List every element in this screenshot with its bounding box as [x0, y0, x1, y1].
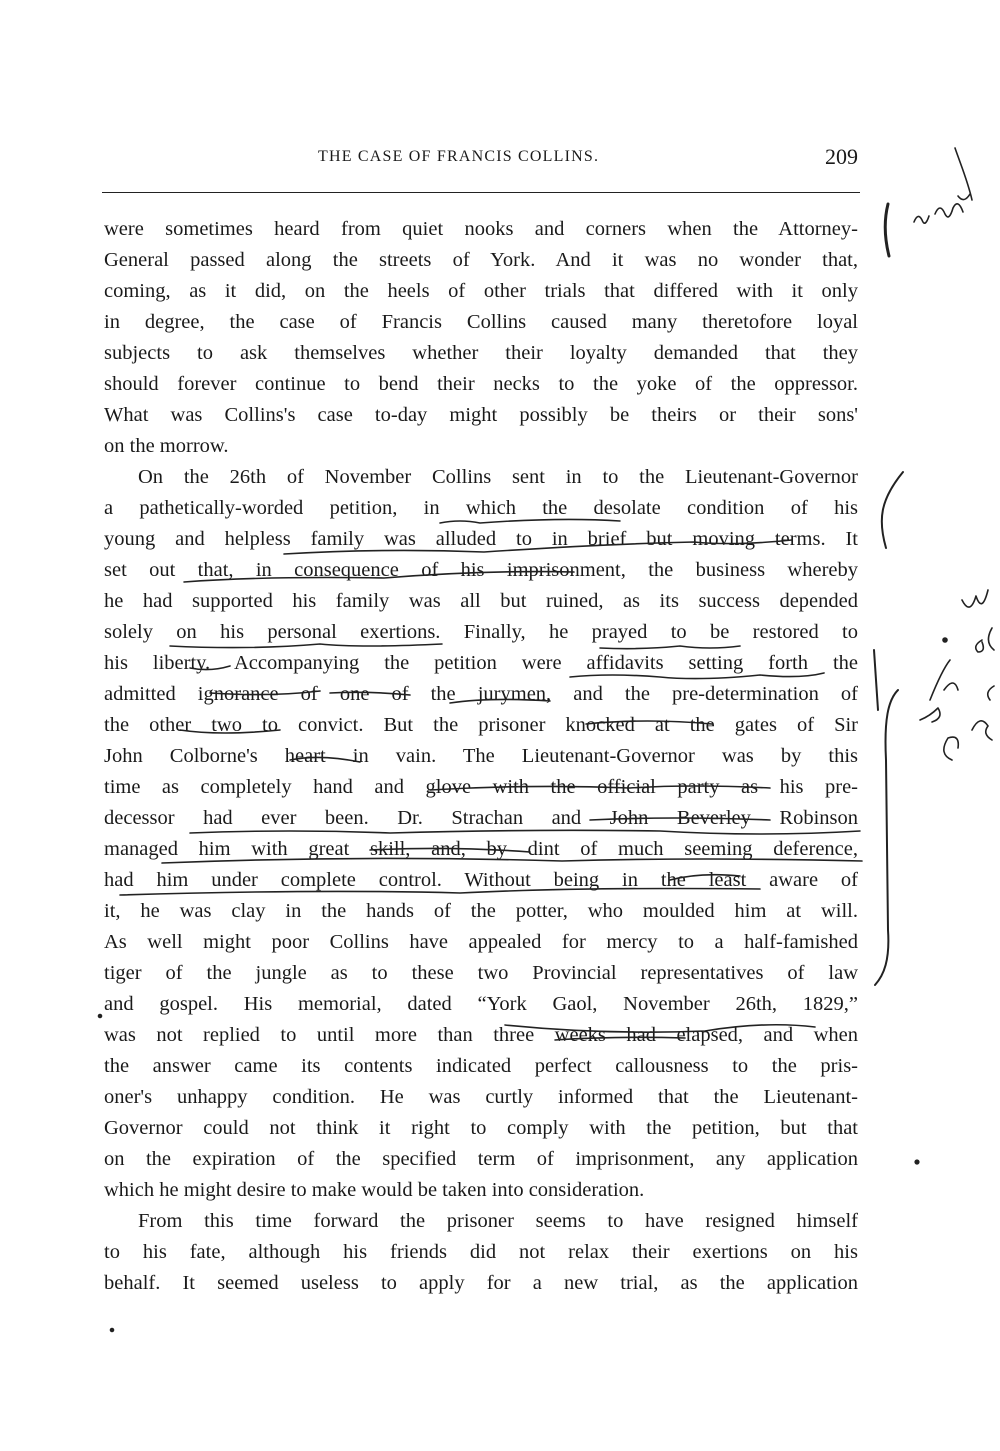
- text-line: should forever continue to bend their necks to the yoke of the oppressor.: [104, 373, 858, 395]
- header-rule: [102, 192, 860, 193]
- text-line: As well might poor Collins have appealed for mercy to a half-famished: [104, 931, 858, 953]
- text-line: solely on his personal exertions. Finally, he prayed to be restored to: [104, 621, 858, 643]
- body-text: [104, 214, 858, 1299]
- text-line: time as completely hand and glove with the official party as his pre-: [104, 776, 858, 798]
- text-line: had him under complete control. Without being in the least aware of: [104, 869, 858, 891]
- text-line: on the expiration of the specified term of imprisonment, any application: [104, 1148, 858, 1170]
- text-line: Governor could not think it right to comply with the petition, but that: [104, 1117, 858, 1139]
- page-number: 209: [825, 144, 858, 169]
- text-line: in degree, the case of Francis Collins caused many theretofore loyal: [104, 311, 858, 333]
- paragraph-3: [104, 1206, 858, 1299]
- text-line: was not replied to until more than three weeks had elapsed, and when: [104, 1024, 858, 1046]
- text-line: a pathetically-worded petition, in which the desolate condition of his: [104, 497, 858, 519]
- margin-dot: [943, 638, 947, 642]
- text-line: behalf. It seemed useless to apply for a new trial, as the application: [104, 1272, 858, 1294]
- text-line: On the 26th of November Collins sent in to the Lieutenant-Governor: [138, 466, 858, 488]
- margin-scribble-mid: [920, 590, 994, 760]
- running-head: [104, 146, 858, 176]
- margin-tick: [874, 650, 878, 710]
- text-line: the answer came its contents indicated perfect callousness to the pris-: [104, 1055, 858, 1077]
- margin-dot: [915, 1160, 919, 1164]
- margin-scribble-top: [914, 194, 970, 223]
- text-line: decessor had ever been. Dr. Strachan and John Beverley Robinson: [104, 807, 858, 829]
- text-line: the other two to convict. But the prisoner knocked at the gates of Sir: [104, 714, 858, 736]
- text-line: oner's unhappy condition. He was curtly informed that the Lieutenant-: [104, 1086, 858, 1108]
- text-line: he had supported his family was all but ruined, as its success depended: [104, 590, 858, 612]
- text-line: John Colborne's heart in vain. The Lieutenant-Governor was by this: [104, 745, 858, 767]
- margin-dot: [99, 1015, 102, 1018]
- text-line: which he might desire to make would be taken into consideration.: [104, 1179, 645, 1201]
- text-line: tiger of the jungle as to these two Provincial representatives of law: [104, 962, 858, 984]
- text-line: and gospel. His memorial, dated “York Gaol, November 26th, 1829,”: [104, 993, 858, 1015]
- text-line: were sometimes heard from quiet nooks and corners when the Attorney-: [104, 218, 858, 240]
- margin-bracket-top: [885, 204, 889, 256]
- paragraph-1: [104, 214, 858, 462]
- text-line: subjects to ask themselves whether their loyalty demanded that they: [104, 342, 858, 364]
- text-line: set out that, in consequence of his imprisonment, the business whereby: [104, 559, 858, 581]
- margin-bracket-long: [875, 690, 898, 985]
- text-line: coming, as it did, on the heels of other trials that differed with it only: [104, 280, 858, 302]
- running-title: THE CASE OF FRANCIS COLLINS.: [318, 148, 600, 165]
- text-line: on the morrow.: [104, 435, 229, 457]
- text-line: to his fate, although his friends did not relax their exertions on his: [104, 1241, 858, 1263]
- text-line: his liberty. Accompanying the petition were affidavits setting forth the: [104, 652, 858, 674]
- text-line: From this time forward the prisoner seems to have resigned himself: [138, 1210, 858, 1232]
- margin-stroke-top: [955, 148, 972, 200]
- text-line: General passed along the streets of York. And it was no wonder that,: [104, 249, 858, 271]
- margin-dot: [111, 1329, 114, 1332]
- text-line: young and helpless family was alluded to in brief but moving terms. It: [104, 528, 858, 550]
- margin-bracket-mid: [882, 472, 903, 548]
- text-line: it, he was clay in the hands of the potter, who moulded him at will.: [104, 900, 858, 922]
- text-line: What was Collins's case to-day might possibly be theirs or their sons': [104, 404, 858, 426]
- text-line: managed him with great skill, and, by dint of much seeming deference,: [104, 838, 858, 860]
- text-line: admitted ignorance of one of the jurymen, and the pre-determination of: [104, 683, 858, 705]
- paragraph-2: [104, 462, 858, 1206]
